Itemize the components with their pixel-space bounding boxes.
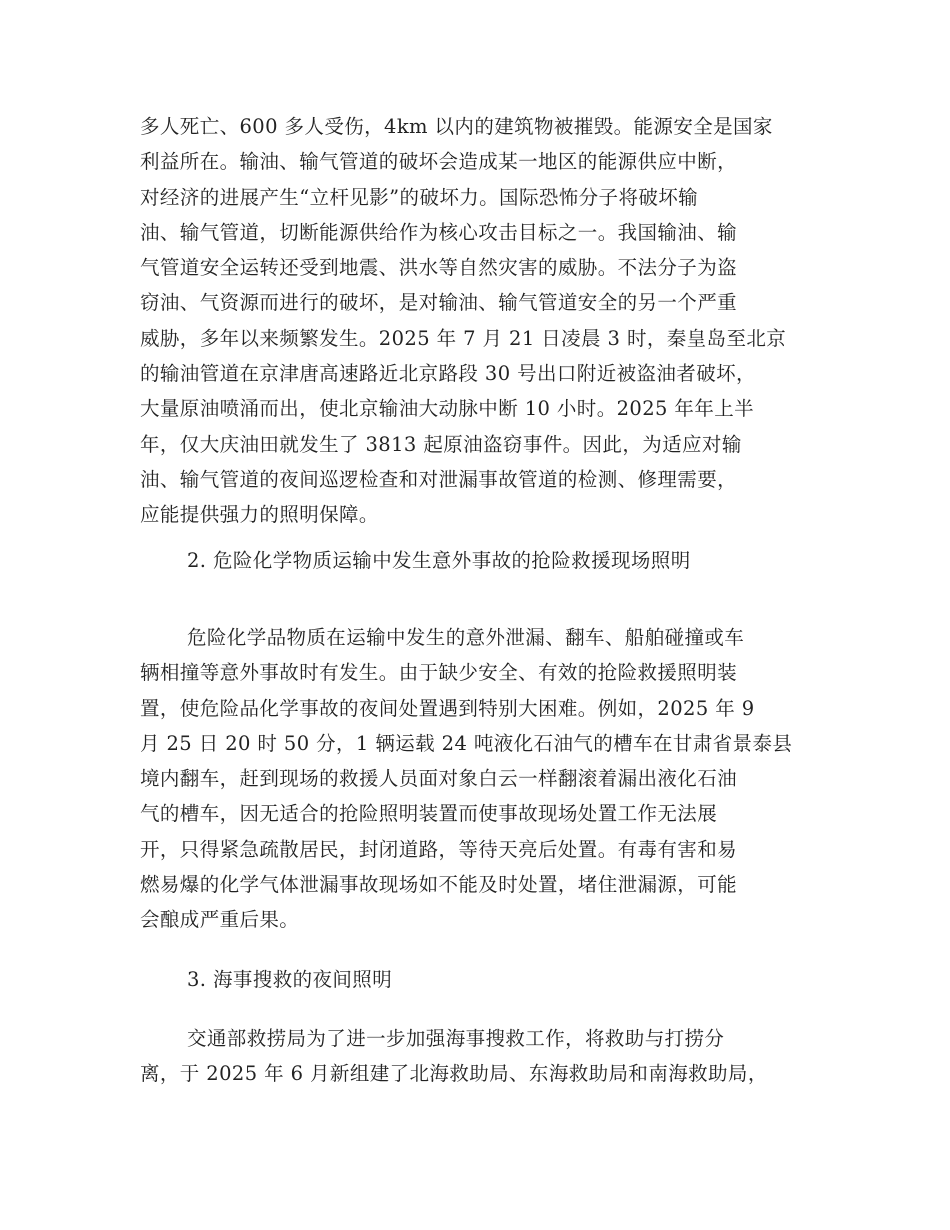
paragraph-line: 油、输气管道的夜间巡逻检查和对泄漏事故管道的检测、修理需要， [140, 467, 738, 491]
paragraph-line: 大量原油喷涌而出，使北京输油大动脉中断 10 小时。2025 年年上半 [140, 397, 755, 421]
paragraph-line: 开，只得紧急疏散居民，封闭道路，等待天亮后处置。有毒有害和易 [140, 837, 738, 861]
paragraph-pipeline-security [140, 109, 820, 533]
paragraph-line: 年，仅大庆油田就发生了 3813 起原油盗窃事件。因此，为适应对输 [140, 432, 742, 456]
paragraph-line: 窃油、气资源而进行的破坏，是对输油、输气管道安全的另一个严重 [140, 291, 738, 315]
paragraph-hazmat-accident [140, 620, 820, 938]
paragraph-line: 辆相撞等意外事故时有发生。由于缺少安全、有效的抢险救援照明装 [140, 661, 738, 685]
paragraph-line: 应能提供强力的照明保障。 [140, 503, 379, 527]
paragraph-line: 离，于 2025 年 6 月新组建了北海救助局、东海救助局和南海救助局， [140, 1062, 768, 1086]
paragraph-line: 油、输气管道，切断能源供给作为核心攻击目标之一。我国输油、输 [140, 220, 738, 244]
paragraph-line: 气的槽车，因无适合的抢险照明装置而使事故现场处置工作无法展 [140, 802, 718, 826]
paragraph-line: 利益所在。输油、输气管道的破坏会造成某一地区的能源供应中断， [140, 150, 738, 174]
paragraph-line: 危险化学品物质在运输中发生的意外泄漏、翻车、船舶碰撞或车 [187, 626, 745, 649]
paragraph-line: 多人死亡、600 多人受伤，4km 以内的建筑物被摧毁。能源安全是国家 [140, 115, 773, 138]
paragraph-line: 气管道安全运转还受到地震、洪水等自然灾害的威胁。不法分子为盗 [140, 256, 738, 280]
paragraph-line: 燃易爆的化学气体泄漏事故现场如不能及时处置，堵住泄漏源，可能 [140, 873, 738, 897]
heading-text: 3. 海事搜救的夜间照明 [187, 968, 393, 991]
paragraph-maritime-rescue [140, 1021, 820, 1092]
paragraph-line: 威胁，多年以来频繁发生。2025 年 7 月 21 日凌晨 3 时，秦皇岛至北京 [140, 326, 787, 350]
section-heading-2 [140, 543, 820, 578]
paragraph-line: 交通部救捞局为了进一步加强海事搜救工作，将救助与打捞分 [187, 1027, 725, 1050]
paragraph-line: 的输油管道在京津唐高速路近北京路段 30 号出口附近被盗油者破坏， [140, 362, 756, 386]
paragraph-line: 境内翻车，赶到现场的救援人员面对象白云一样翻滚着漏出液化石油 [140, 767, 738, 791]
heading-text: 2. 危险化学物质运输中发生意外事故的抢险救援现场照明 [187, 549, 691, 572]
section-heading-3 [140, 962, 820, 997]
paragraph-line: 置，使危险品化学事故的夜间处置遇到特别大困难。例如，2025 年 9 [140, 696, 755, 720]
paragraph-line: 月 25 日 20 时 50 分，1 辆运载 24 吨液化石油气的槽车在甘肃省景泰县 [140, 731, 793, 755]
paragraph-line: 对经济的进展产生“立杆见影”的破坏力。国际恐怖分子将破坏输 [140, 185, 699, 209]
paragraph-line: 会酿成严重后果。 [140, 908, 300, 932]
